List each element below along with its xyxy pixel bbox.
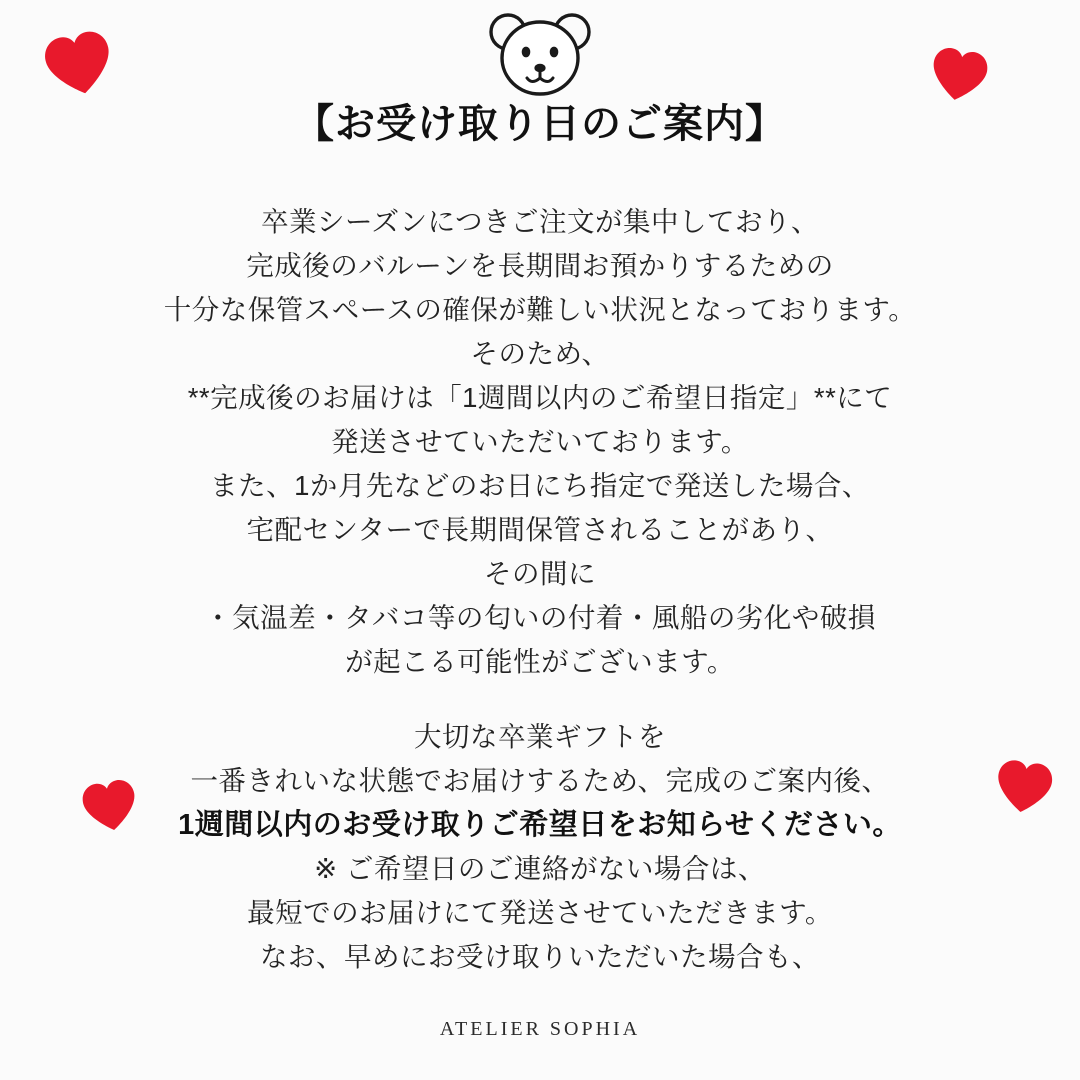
notice-body-block-2 (0, 715, 1080, 979)
body-line: 一番きれいな状態でお届けするため、完成のご案内後、 (190, 765, 890, 796)
body-line: が起こる可能性がございます。 (345, 646, 735, 677)
body-line: 発送させていただいております。 (331, 426, 749, 457)
page-title: 【お受け取り日のご案内】 (294, 102, 786, 146)
body-line: ※ ご希望日のご連絡がない場合は、 (314, 853, 766, 884)
body-line: なお、早めにお受け取りいただいた場合も、 (260, 941, 820, 972)
body-line: 完成後のバルーンを長期間お預かりするための (246, 250, 834, 281)
body-line: また、1か月先などのお日にち指定で発送した場合、 (210, 470, 870, 501)
body-line-emphasis: 1週間以内のお受け取りご希望日をお知らせください。 (178, 809, 902, 841)
heart-icon (38, 25, 120, 102)
notice-body-block-1 (0, 200, 1080, 684)
body-line: 卒業シーズンにつきご注文が集中しており、 (260, 206, 820, 237)
body-line: 最短でのお届けにて発送させていただきます。 (247, 897, 833, 928)
body-line: 大切な卒業ギフトを (414, 721, 666, 752)
brand-name: ATELIER SOPHIA (439, 1018, 641, 1040)
body-line: その間に (484, 558, 596, 589)
body-line: ・気温差・タバコ等の匂いの付着・風船の劣化や破損 (204, 602, 876, 633)
bear-face-icon (481, 8, 599, 104)
body-line: そのため、 (470, 338, 610, 369)
body-line: **完成後のお届けは「1週間以内のご希望日指定」**にて (187, 382, 893, 413)
body-line: 十分な保管スペースの確保が難しい状況となっております。 (163, 294, 917, 325)
body-line: 宅配センターで長期間保管されることがあり、 (246, 514, 834, 545)
